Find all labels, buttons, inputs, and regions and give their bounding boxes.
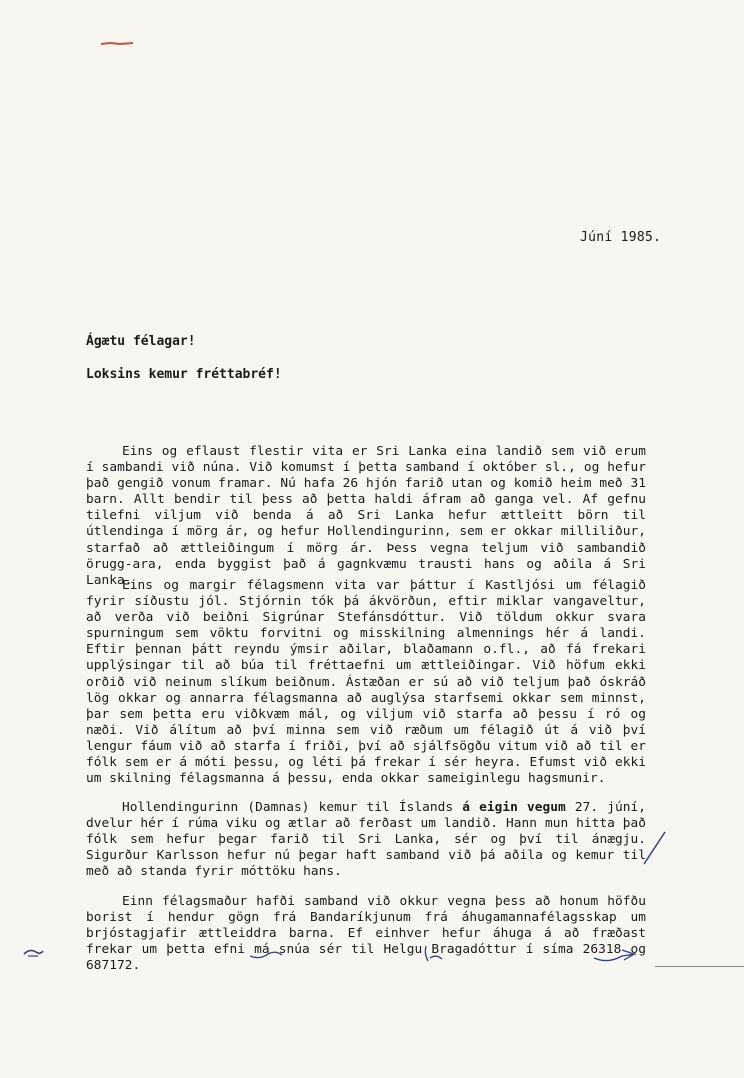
paragraph-text: 27. júní, dvelur hér í rúma viku og ætlar að ferðast um landið. Hann mun hitta það fólk sem hefur þegar farið til Sri Lanka, sér og því til ánægju. Sigurður Karlsson hefur nú þegar haft samband við þá aðila og kemur til með að standa fyrir móttöku hans.	[86, 800, 646, 880]
paragraph-sri-lanka: Eins og eflaust flestir vita er Sri Lanka eina landið sem við erum í sambandi við núna. Við komumst í þetta samband í október sl., og hefur það gengið vonum framar. Nú hafa 26 hjón farið utan og komið heim með 31 barn. Allt bendir til þess að þetta haldi áfram að ganga vel. Af gefnu tilefni viljum við benda á að Sri Lanka hefur ættleitt börn til útlendinga í mörg ár, og hefur Hollendingurinn, sem er okkar milliliður, starfað að ættleiðingum í mörg ár. Þess vegna teljum við sambandið örugg-ara, enda byggist það á gagnkvæmu trausti hans og aðila á Sri Lanka.	[86, 444, 646, 588]
paragraph-hollendingurinn	[86, 800, 646, 880]
paper-edge-line	[655, 966, 744, 967]
headline: Loksins kemur fréttabréf!	[86, 367, 282, 382]
paragraph-kastljos: Eins og margir félagsmenn vita var þáttur í Kastljósi um félagið fyrir síðustu jól. Stjórnin tók þá ákvörðun, eftir miklar vangaveltur, að verða við beiðni Sigrúnar Stefánsdóttur. Við töldum okkur svara spurningum sem vöktu forvitni og misskilning almennings hér á landi. Eftir þennan þátt reyndu ýmsir aðilar, blaðamann o.fl., að fá frekari upplýsingar til að búa til fréttaefni um ættleiðingar. Við höfum ekki orðið við neinum slíkum beiðnum. Ástæðan er sú að við teljum það óskráð lög okkar og annarra félagsmanna að auglýsa starfsemi okkar sem minnst, þar sem þetta eru viðkvæm mál, og viljum við starfa að þessu í ró og næði. Við álítum að því minna sem við ræðum um félagið út á við því lengur fáum við að starfa í friði, því að sjálfsögðu vitum við að til er fólk sem er á móti þessu, og léti þá frekar í sér heyra. Efumst við ekki um skilning félagsmanna á þessu, enda okkar sameiginlegu hagsmunir.	[86, 578, 646, 787]
paragraph-brjostagjafir: Einn félagsmaður hafði samband við okkur vegna þess að honum höfðu borist í hendur gögn frá Bandaríkjunum frá áhugamannafélagsskap um brjóstagjafir ættleiddra barna. Ef einhver hefur áhuga á að fræðast frekar um þetta efni má snúa sér til Helgu Bragadóttur í síma 26318 og 687172.	[86, 894, 646, 974]
pen-squiggle-mark	[422, 944, 446, 964]
pen-arrow-mark	[592, 944, 638, 966]
ink-smudge	[100, 41, 134, 46]
emphasized-text: á eigin vegum	[462, 800, 566, 815]
letter-date: Júní 1985.	[580, 230, 662, 245]
greeting: Ágætu félagar!	[86, 334, 196, 349]
margin-mark-icon	[22, 946, 44, 958]
pen-slash-mark	[638, 830, 668, 868]
paragraph-text: Hollendingurinn (Damnas) kemur til Íslands	[122, 800, 463, 815]
pen-underline-mark	[248, 946, 284, 962]
